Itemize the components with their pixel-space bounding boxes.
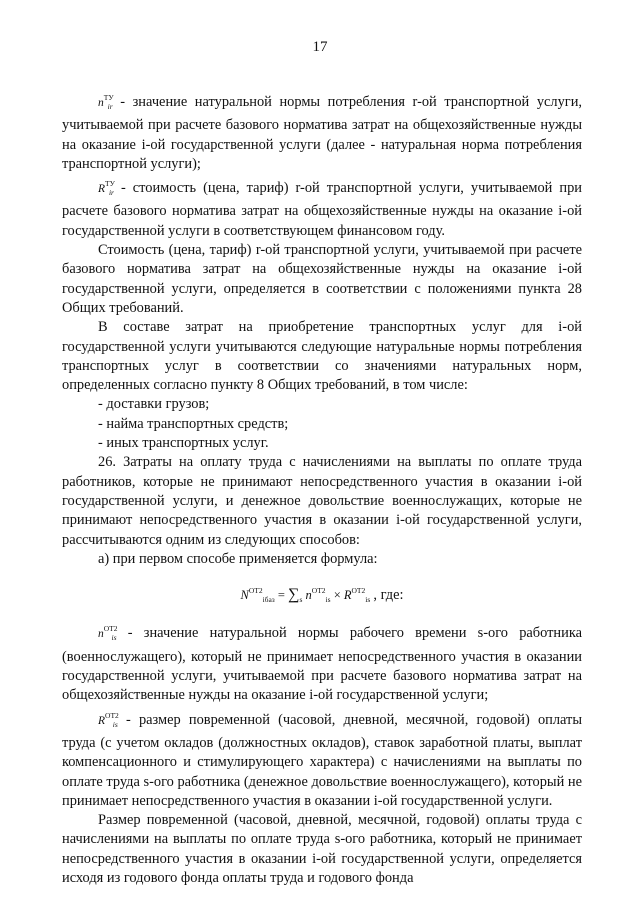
paragraph-cost-definition: Стоимость (цена, тариф) r-ой транспортной услуги, учитываемой при расчете базового норматива затрат на общехозяйственные нужды на оказание i-ой государственной услуги, определяется в соответствии с положениями пункта 28 Общих требований. <box>62 242 582 316</box>
paragraph-26: 26. Затраты на оплату труда с начислениями на выплаты по оплате труда работников, которые не принимают непосредственного участия в оказании i-ой государственной услуги, и денежное довольствие военнослужащих, которые не принимают непосредственного участия в оказании i-ой государственной услуги, рассчитываются одним из следующих способов: <box>62 454 582 548</box>
formula-where: , где: <box>373 587 404 604</box>
formula-ot2: $N^{ОТ2}_{iбаз} = \sum_s$ $n^{ОТ2}_{is} \times R^{ОТ2}_{is}$ , где: <box>240 586 404 605</box>
definition-n-tu: $n^{ТУ}_{ir}$ - значение натуральной нормы потребления r-ой транспортной услуги, учитываемой при расчете базового норматива затрат на общехозяйственные нужды на оказание i-ой государственной услуги (далее - натуральная норма потребления транспортной услуги); <box>62 93 582 172</box>
definition-r-ot2: $R^{ОТ2}_{is}$ - размер повременной (часовой, дневной, месячной, годовой) оплаты труда (с учетом окладов (должностных окладов), ставок заработной платы, выплат компенсационного и стимулирующего характера) с начислениями на выплаты по оплате труда s-ого работника (денежное довольствие военнослужащего), который не принимает непосредственного участия в оказании i-ой государственной услуги. <box>62 710 582 809</box>
definition-r-tu: $R^{ТУ}_{ir}$ - стоимость (цена, тариф) r-ой транспортной услуги, учитываемой при расчете базового норматива затрат на общехозяйственные нужды на оказание i-ой государственной услуги в соответствующем финансовом году. <box>62 179 582 239</box>
list-item-vehicle-hire: - найма транспортных средств; <box>98 415 289 432</box>
page-number: 17 <box>312 39 328 55</box>
symbol-n-ot2: $n^{ОТ2}_{is}$ <box>98 624 118 643</box>
definition-n-ot2: $n^{ОТ2}_{is}$ - значение натуральной нормы рабочего времени s-ого работника (военнослужащего), который не принимает непосредственного участия в оказании государственной услуги, учитываемой при расчете базового норматива затрат на общехозяйственные нужды на оказание i-ой государственной услуги; <box>62 624 582 704</box>
symbol-r-ot2: $R^{ОТ2}_{is}$ <box>98 710 119 729</box>
list-item-other-transport: - иных транспортных услуг. <box>98 435 269 452</box>
list-item-cargo: - доставки грузов; <box>98 396 210 413</box>
symbol-n-tu: $n^{ТУ}_{ir}$ <box>98 93 114 111</box>
symbol-r-tu: $R^{ТУ}_{ir}$ <box>98 179 115 198</box>
paragraph-first-method: а) при первом способе применяется формула: <box>98 550 378 567</box>
page-body <box>62 88 582 888</box>
paragraph-transport-norms: В составе затрат на приобретение транспортных услуг для i-ой государственной услуги учитываются следующие натуральные нормы потребления транспортных услуг в соответствии со значениями натуральных норм, определенных согласно пункту 8 Общих требований, в том числе: <box>62 319 582 394</box>
paragraph-time-based-pay: Размер повременной (часовой, дневной, месячной, годовой) оплаты труда с начислениями на выплаты по оплате труда s-ого работника, который не принимает непосредственного участия в оказании i-ой государственной услуги, определяется исходя из годового фонда оплаты труда и годового фонда <box>62 812 582 886</box>
